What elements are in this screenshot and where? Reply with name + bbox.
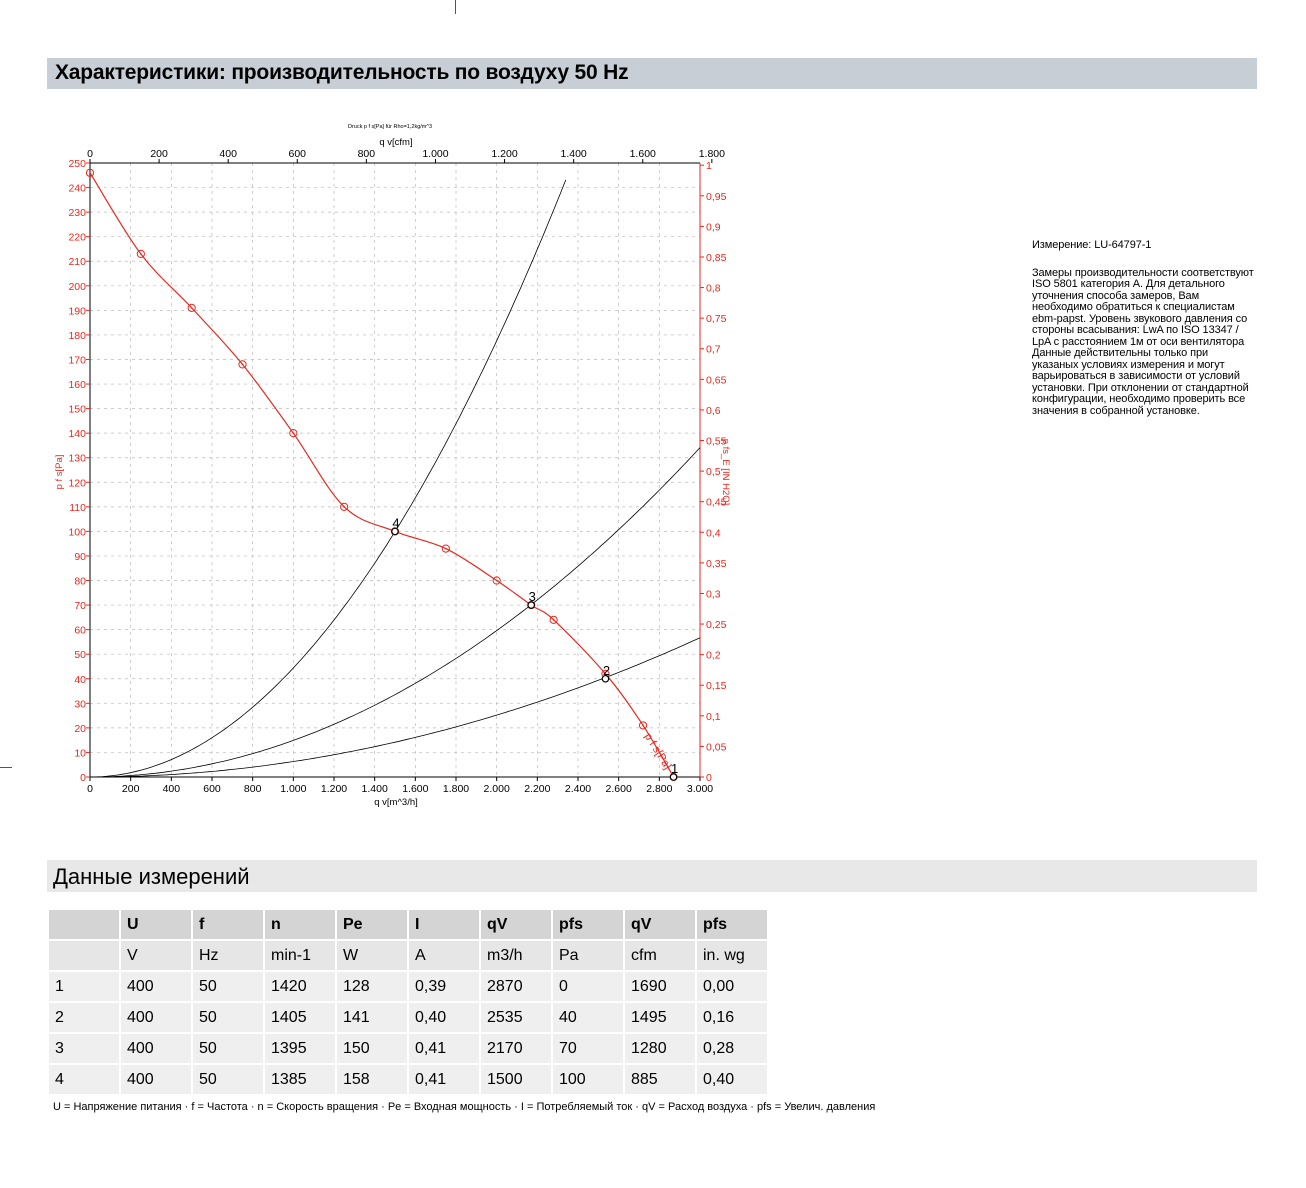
x-tick-label: 2.600: [605, 783, 632, 795]
y-tick-label: 200: [68, 280, 86, 293]
fan-curve-marker-dot: [496, 580, 498, 582]
table-cell: 150: [337, 1034, 407, 1065]
table-cell: 400: [121, 972, 191, 1003]
y-tick-label: 190: [68, 305, 86, 318]
y-right-tick-label: 1: [706, 160, 712, 173]
y-right-tick-label: 0,25: [706, 619, 727, 632]
x-tick-label: 800: [243, 783, 262, 795]
operating-point-label-3: 3: [528, 589, 536, 605]
operating-point-label-4: 4: [392, 515, 400, 531]
y-right-tick-label: 0,9: [706, 221, 721, 234]
table-header-row: [49, 910, 767, 941]
table-header-cell: n: [265, 910, 335, 941]
y-tick-label: 60: [74, 624, 86, 637]
fan-curve-marker-dot: [445, 548, 447, 550]
table-cell: 0,28: [697, 1034, 767, 1065]
table-cell: 40: [553, 1003, 623, 1034]
x-top-tick-label: 1.600: [629, 148, 656, 160]
y-right-tick-label: 0,4: [706, 527, 721, 540]
y-tick-label: 250: [68, 158, 86, 170]
y-right-tick-label: 0,3: [706, 588, 721, 601]
y-right-tick-label: 0,8: [706, 282, 721, 295]
table-cell: 0,40: [697, 1065, 767, 1096]
table-cell: 0: [553, 972, 623, 1003]
table-unit-cell: in. wg: [697, 941, 767, 972]
y-right-tick-label: 0,95: [706, 190, 727, 203]
x-tick-label: 3.000: [686, 783, 714, 795]
y-right-tick-label: 0,2: [706, 649, 721, 662]
y-tick-label: 100: [68, 526, 86, 539]
table-cell: 2535: [481, 1003, 551, 1034]
y-tick-label: 20: [74, 722, 86, 735]
table-cell: 158: [337, 1065, 407, 1096]
table-cell: 4: [49, 1065, 119, 1096]
table-cell: 0,41: [409, 1034, 479, 1065]
table-cell: 2170: [481, 1034, 551, 1065]
y-tick-label: 210: [68, 256, 86, 269]
y-tick-label: 240: [68, 182, 86, 195]
y-tick-label: 170: [68, 354, 86, 367]
x-tick-label: 1.600: [402, 783, 429, 795]
x-top-tick-label: 600: [288, 148, 307, 160]
x-tick-label: 600: [203, 783, 221, 795]
x-tick-label: 1.000: [280, 783, 307, 795]
y-tick-label: 130: [68, 452, 86, 465]
table-unit-cell: min-1: [265, 941, 335, 972]
table-cell: 400: [121, 1003, 191, 1034]
x-tick-label: 400: [162, 783, 181, 795]
y-right-tick-label: 0,1: [706, 710, 721, 723]
x-tick-label: 2.800: [646, 783, 673, 795]
fan-curve-line: [90, 173, 674, 777]
y-left-axis-label: p f s[Pa]: [54, 454, 65, 490]
table-header-cell: qV: [625, 910, 695, 941]
table-unit-cell: m3/h: [481, 941, 551, 972]
x-top-tick-label: 400: [219, 148, 237, 160]
table-row: [49, 1065, 767, 1096]
y-tick-label: 30: [74, 698, 86, 711]
table-cell: 141: [337, 1003, 407, 1034]
y-tick-label: 70: [74, 600, 86, 613]
table-cell: 0,39: [409, 972, 479, 1003]
y-tick-label: 150: [68, 403, 86, 416]
table-cell: 50: [193, 1065, 263, 1096]
fan-curve-label: p f s[Pa]: [641, 731, 674, 772]
y-right-tick-label: 0,6: [706, 404, 721, 417]
x-tick-label: 1.800: [442, 783, 470, 795]
system-curve-4: [90, 180, 566, 777]
fan-curve-marker-dot: [292, 432, 294, 434]
table-cell: 70: [553, 1034, 623, 1065]
table-cell: 1280: [625, 1034, 695, 1065]
x-top-tick-label: 800: [357, 148, 376, 160]
y-tick-label: 80: [74, 575, 86, 588]
table-cell: 1395: [265, 1034, 335, 1065]
y-right-tick-label: 0,45: [706, 496, 727, 509]
x-tick-label: 0: [87, 783, 93, 795]
operating-point-label-1: 1: [670, 761, 679, 776]
table-row: [49, 972, 767, 1003]
table-cell: 1690: [625, 972, 695, 1003]
table-cell: 400: [121, 1065, 191, 1096]
top-crop-mark: [455, 0, 456, 14]
table-cell: 100: [553, 1065, 623, 1096]
table-unit-cell: V: [121, 941, 191, 972]
table-header-cell: [49, 910, 119, 941]
table-cell: 1420: [265, 972, 335, 1003]
y-tick-label: 90: [74, 550, 86, 563]
table-header-cell: pfs: [697, 910, 767, 941]
y-right-tick-label: 0,75: [706, 313, 727, 326]
x-tick-label: 2.000: [483, 783, 510, 795]
performance-chart: [0, 110, 760, 830]
fan-curve-marker-dot: [553, 619, 555, 621]
y-right-tick-label: 0,35: [706, 557, 727, 570]
chart-svg: [0, 110, 760, 830]
table-cell: 2870: [481, 972, 551, 1003]
table-cell: 1405: [265, 1003, 335, 1034]
y-tick-label: 120: [68, 477, 86, 490]
y-tick-label: 50: [74, 649, 86, 662]
table-cell: 0,16: [697, 1003, 767, 1034]
y-tick-label: 180: [68, 329, 86, 342]
y-tick-label: 0: [80, 772, 86, 784]
y-right-tick-label: 0,7: [706, 343, 721, 356]
x-tick-label: 2.400: [564, 783, 592, 795]
table-unit-cell: cfm: [625, 941, 695, 972]
table-cell: 885: [625, 1065, 695, 1096]
x-top-axis-label: q v[cfm]: [379, 137, 413, 148]
section-title: Данные измерений: [53, 864, 250, 889]
y-right-tick-label: 0,65: [706, 374, 727, 387]
measurement-section-header: [47, 860, 1257, 892]
page-title: Характеристики: производительность по воздуху 50 Hz: [55, 61, 629, 84]
measurement-id: Измерение: LU-64797-1: [1032, 239, 1152, 251]
table-header-cell: U: [121, 910, 191, 941]
chart-note: Druck p f s[Pa] für Rho=1,2kg/m^3: [347, 124, 433, 130]
y-tick-label: 160: [68, 379, 86, 392]
page-header: [47, 58, 1257, 89]
table-cell: 50: [193, 1034, 263, 1065]
y-right-tick-label: 0,05: [706, 741, 727, 754]
y-right-tick-label: 0,55: [706, 435, 727, 448]
x-top-tick-label: 1.000: [422, 148, 449, 160]
table-cell: 1495: [625, 1003, 695, 1034]
measurement-description: Замеры производительности соответствуют ISO 5801 категория А. Для детального уточнения способа замеров, Вам необходимо обратиться к специалистам ebm-papst. Уровень звукового давления со стороны всасывания: LwA по ISO 13347 / LpA с расстоянием 1м от оси вентилятора Данные действительны только при указаных условиях измерения и могут варьироваться в зависимости от условий установки. При отклонении от стандартной конфигурации, необходимо проверить все значения в собранной установке.: [1032, 266, 1254, 417]
measurement-table: [47, 910, 769, 1096]
fan-curve-marker-dot: [140, 253, 142, 255]
x-top-tick-label: 1.800: [698, 148, 725, 160]
fan-curve-marker-dot: [242, 363, 244, 365]
x-tick-label: 1.200: [320, 783, 348, 795]
x-top-tick-label: 200: [150, 148, 168, 160]
y-tick-label: 230: [68, 207, 86, 220]
y-right-tick-label: 0,5: [706, 466, 721, 479]
y-right-tick-label: 0,85: [706, 251, 727, 264]
x-top-tick-label: 1.400: [560, 148, 587, 160]
x-top-tick-label: 0: [87, 148, 93, 160]
table-cell: 3: [49, 1034, 119, 1065]
system-curve-2: [90, 638, 700, 777]
fan-curve-marker-dot: [642, 725, 644, 727]
x-tick-label: 1.400: [361, 783, 388, 795]
fan-curve-marker-dot: [343, 506, 345, 508]
table-cell: 1385: [265, 1065, 335, 1096]
table-unit-row: [49, 941, 767, 972]
x-tick-label: 2.200: [524, 783, 551, 795]
table-cell: 50: [193, 972, 263, 1003]
table-unit-cell: W: [337, 941, 407, 972]
table-cell: 0,41: [409, 1065, 479, 1096]
table-cell: 1: [49, 972, 119, 1003]
y-tick-label: 10: [74, 747, 86, 760]
table-unit-cell: Pa: [553, 941, 623, 972]
operating-point-label-2: 2: [602, 662, 611, 678]
x-bottom-axis-label: q v[m^3/h]: [374, 797, 418, 808]
table-header-cell: I: [409, 910, 479, 941]
table-cell: 0,00: [697, 972, 767, 1003]
table-unit-cell: Hz: [193, 941, 263, 972]
fan-curve-marker-dot: [191, 307, 193, 309]
y-tick-label: 110: [69, 501, 86, 514]
table-row: [49, 1003, 767, 1034]
table-cell: 128: [337, 972, 407, 1003]
y-right-tick-label: 0: [706, 772, 712, 784]
table-cell: 50: [193, 1003, 263, 1034]
measurement-info: [1032, 240, 1257, 417]
table-cell: 2: [49, 1003, 119, 1034]
table-unit-cell: A: [409, 941, 479, 972]
y-right-axis-label: p fs_E [IN H2O]: [720, 438, 731, 506]
x-top-tick-label: 1.200: [491, 148, 518, 160]
y-tick-label: 40: [74, 673, 86, 686]
fan-curve-marker-dot: [89, 172, 91, 174]
x-tick-label: 200: [121, 783, 140, 795]
table-row: [49, 1034, 767, 1065]
table-header-cell: pfs: [553, 910, 623, 941]
table-cell: 1500: [481, 1065, 551, 1096]
table-footnote: U = Напряжение питания · f = Частота · n = Скорость вращения · Pe = Входная мощность · I = Потребляемый ток · qV = Расход воздуха · pfs = Увелич. давления: [53, 1101, 876, 1113]
y-tick-label: 220: [68, 231, 86, 244]
table-cell: 0,40: [409, 1003, 479, 1034]
y-right-tick-label: 0,15: [706, 680, 727, 693]
table-header-cell: Pe: [337, 910, 407, 941]
y-tick-label: 140: [68, 428, 86, 441]
table-unit-cell: [49, 941, 119, 972]
table-cell: 400: [121, 1034, 191, 1065]
table-header-cell: qV: [481, 910, 551, 941]
table-header-cell: f: [193, 910, 263, 941]
